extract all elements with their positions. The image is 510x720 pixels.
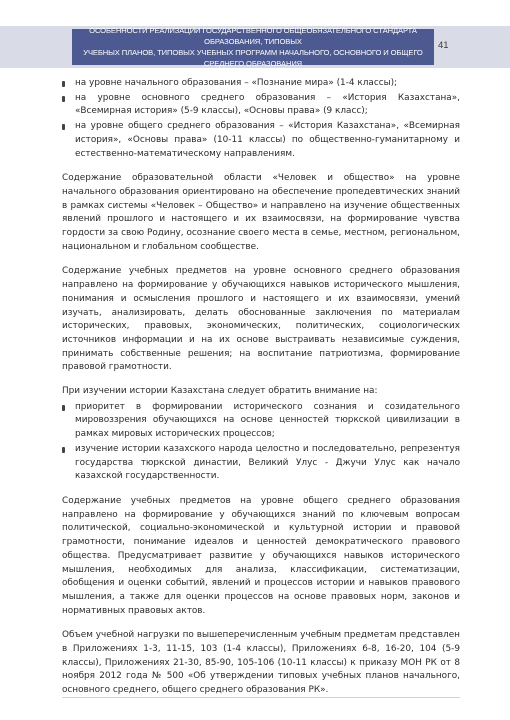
paragraph: При изучении истории Казахстана следует обратить внимание на: [62,386,378,397]
paragraph: Содержание образовательной области «Человек и общество» на уровне начального образования ориентировано на обеспечение пропедевтических знаний в рамках системы «Человек – Общество» и направлено на изучение общественных явлений прошлого и настоящего и их взаимосвязи, на формирование чувства гордости за свою Родину, осознание своего места в семье, местном, региональном, национальном и глобальном сообществе. [62,173,460,252]
list-item: на уровне общего среднего образования – «История Казахстана», «Всемирная история», «Основы права» (10-11 классы) по общественно-гуманитарному и естественно-математическому направлениям. [62,120,460,161]
footer-rule [62,697,460,698]
running-header-line2: УЧЕБНЫХ ПЛАНОВ, ТИПОВЫХ УЧЕБНЫХ ПРОГРАММ НАЧАЛЬНОГО, ОСНОВНОГО И ОБЩЕГО СРЕДНЕГО ОБРАЗОВАНИЯ [83,48,423,68]
bullet-icon [62,124,65,130]
running-header [72,26,434,68]
list-item: изучение истории казахского народа целостно и последовательно, репрезентуя государства тюркской династии, Великий Улус - Джучи Улус как начало казахской государственности. [62,443,460,484]
list-item: на уровне начального образования – «Познание мира» (1-4 классы); [62,77,460,91]
paragraph: Содержание учебных предметов на уровне общего среднего образования направлено на формирование у обучающихся знаний по ключевым вопросам политической, социально-экономической и культурной истории и правовой грамотности, понимание идеалов и ценностей демократического правового общества. Предусматривает развитие у обучающихся навыков исторического мышления, необходимых для анализа, классификации, систематизации, обобщения и оценки событий, явлений и процессов истории и навыков правового мышления, а также для оценки процессов на основе правовых норм, законов и нормативных правовых актов. [62,495,460,616]
paragraph: Содержание учебных предметов на уровне основного среднего образования направлено на формирование у обучающихся навыков исторического мышления, понимания и осмысления прошлого и настоящего и их взаимосвязи, умений изучать, анализировать, делать обоснованные заключения по материалам исторических, правовых, экономических, политических, социологических источников информации и на их основе выстраивать независимые суждения, принимать собственные решения; на воспитание патриотизма, формирование правовой грамотности. [62,266,460,373]
page-number: 41 [438,40,449,51]
subject-list [62,77,460,161]
focus-list [62,401,460,484]
bullet-icon [62,96,65,102]
running-header-line1: ОСОБЕННОСТИ РЕАЛИЗАЦИИ ГОСУДАРСТВЕННОГО ОБЩЕОБЯЗАТЕЛЬНОГО СТАНДАРТА ОБРАЗОВАНИЯ, ТИПОВЫХ [89,26,417,46]
bullet-icon [62,405,65,411]
page-body [62,77,460,698]
bullet-icon [62,81,65,87]
bullet-icon [62,447,65,453]
list-item: приоритет в формировании исторического сознания и созидательного мировоззрения обучающихся на основе ценностей тюркской цивилизации в рамках мировых исторических процессов; [62,401,460,442]
list-item: на уровне основного среднего образования – «История Казахстана», «Всемирная история» (5-9 классы), «Основы права» (9 класс); [62,92,460,119]
paragraph: Объем учебной нагрузки по вышеперечисленным учебным предметам представлен в Приложениях 1-3, 11-15, 103 (1-4 классы), Приложениях 6-8, 16-20, 104 (5-9 классы), Приложениях 21-30, 85-90, 105-106 (10-11 классы) к приказу МОН РК от 8 ноября 2012 года № 500 «Об утверждении типовых учебных планов начального, основного среднего, общего среднего образования РК». [62,630,460,696]
